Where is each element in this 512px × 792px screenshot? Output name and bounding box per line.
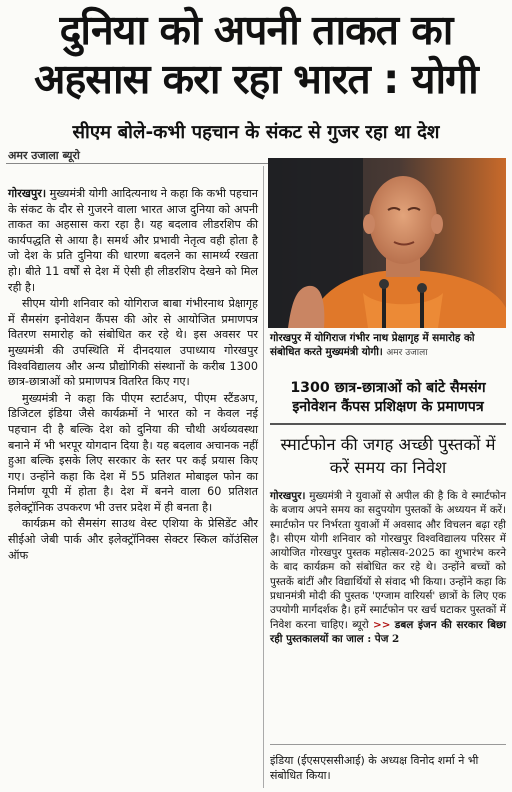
story-2-text: मुख्यमंत्री ने युवाओं से अपील की है कि वे स्मार्टफोन के बजाय अपने समय का सदुपयोग पुस्तकों के अध्ययन में करें। स्मार्टफोन पर निर्भरता युवाओं में अवसाद और विचलन बढ़ा रही है। सीएम योगी शनिवार को गोरखपुर विश्वविद्यालय परिसर में आयोजित गोरखपुर पुस्तक महोत्सव-2025 का शुभारंभ करने के बाद कार्यक्रम को संबोधित कर रहे थे। उन्होंने बच्चों को पुस्तकें बांटीं और विद्यार्थियों से संवाद भी किया। उन्होंने कहा कि प्रधानमंत्री मोदी की पुस्तक 'एग्जाम वारियर्स' छात्रों के लिए एक उपयोगी मार्गदर्शक है। हमें स्मार्टफोन पर खर्च घटाकर पुस्तकों में निवेश करना चाहिए। ब्यूरो: [270, 490, 506, 631]
photo-caption: [270, 331, 506, 360]
page-reference-text: डबल इंजन की सरकार बिछा रही पुस्तकालयों का जाल : पेज 2: [270, 618, 506, 645]
subheadline: सीएम बोले-कभी पहचान के संकट से गुजर रहा था देश: [72, 122, 440, 143]
story-2-body: [270, 489, 506, 646]
story-2-headline: स्मार्टफोन की जगह अच्छी पुस्तकों में करें समय का निवेश: [280, 435, 496, 477]
speaker-photo-illustration: [268, 158, 506, 328]
headline: [0, 6, 512, 104]
byline: अमर उजाला ब्यूरो: [8, 149, 80, 162]
divider-rule-bottom: [270, 744, 506, 745]
story-2-dateline: गोरखपुर।: [270, 490, 306, 502]
paragraph-3: मुख्यमंत्री ने कहा कि पीएम स्टार्टअप, पीएम स्टैंडअप, डिजिटल इंडिया जैसे कार्यक्रमों ने भारत को न केवल नई पहचान दी है बल्कि देश को दुनिया की चौथी अर्थव्यवस्था बनाने में भी भरपूर योगदान दिया है। यह बदलाव अचानक नहीं हुआ बल्कि इसके लिए सरकार के स्तर पर कई प्रयास किए गए। उन्होंने कहा कि देश में 55 प्रतिशत मोबाइल फोन का निर्माण यूपी में होता है। देश में बनने वाला 60 प्रतिशत इलेक्ट्रॉनिक उपकरण भी उत्तर प्रदेश में ही बनता है।: [8, 391, 258, 514]
photo-caption-text: गोरखपुर में योगिराज गंभीर नाथ प्रेक्षागृह में समारोह को संबोधित करते मुख्यमंत्री योगी।: [270, 332, 475, 358]
left-column-story: [8, 186, 258, 564]
paragraph-2: सीएम योगी शनिवार को योगिराज बाबा गंभीरनाथ प्रेक्षागृह में सैमसंग इनोवेशन कैंपस की ओर से आयोजित प्रमाणपत्र वितरण समारोह को संबोधित कर रहे थे। इस अवसर पर मुख्यमंत्री की उपस्थिति में दीनदयाल उपाध्याय गोरखपुर विश्वविद्यालय और अन्य प्रौद्योगिकी संस्थानों के करीब 1300 छात्र-छात्राओं को प्रमाणपत्र वितरित किए गए।: [8, 297, 258, 389]
page-reference-arrow: >>: [373, 618, 391, 631]
story-continuation: इंडिया (ईएसएससीआई) के अध्यक्ष विनोद शर्मा ने भी संबोधित किया।: [270, 754, 479, 782]
secondary-headline: 1300 छात्र-छात्राओं को बांटे सैमसंग इनोवेशन कैंपस प्रशिक्षण के प्रमाणपत्र: [290, 380, 486, 415]
paragraph-4: कार्यक्रम को सैमसंग साउथ वेस्ट एशिया के प्रेसिडेंट और सीईओ जेबी पार्क और इलेक्ट्रॉनिक्स सेक्टर स्किल कॉउंसिल ऑफ: [8, 517, 258, 562]
column-divider: [263, 166, 264, 788]
news-photo: [268, 158, 506, 328]
photo-credit: अमर उजाला: [386, 348, 428, 358]
headline-line-2: अहसास करा रहा भारत : योगी: [34, 55, 478, 103]
dateline: गोरखपुर।: [8, 187, 47, 200]
paragraph-1-text: मुख्यमंत्री योगी आदित्यनाथ ने कहा कि कभी पहचान के संकट के दौर से गुजरने वाला भारत आज दुनिया को अपनी ताकत का अहसास करा रहा है। यह बदलाव लीडरशिप की कार्यपद्धति से आया है। समर्थ और प्रभावी नेतृत्व वही होता है जो देश के प्रति दुनिया की धारणा बदलने का सामर्थ्य रखता हो। बीते 11 वर्षों से देश में ऐसी ही लीडरशिप देखने को मिल रही है।: [8, 187, 258, 294]
paragraph-1: [8, 186, 258, 295]
divider-rule-right: [270, 423, 506, 425]
headline-line-1: दुनिया को अपनी ताकत का: [59, 6, 453, 54]
